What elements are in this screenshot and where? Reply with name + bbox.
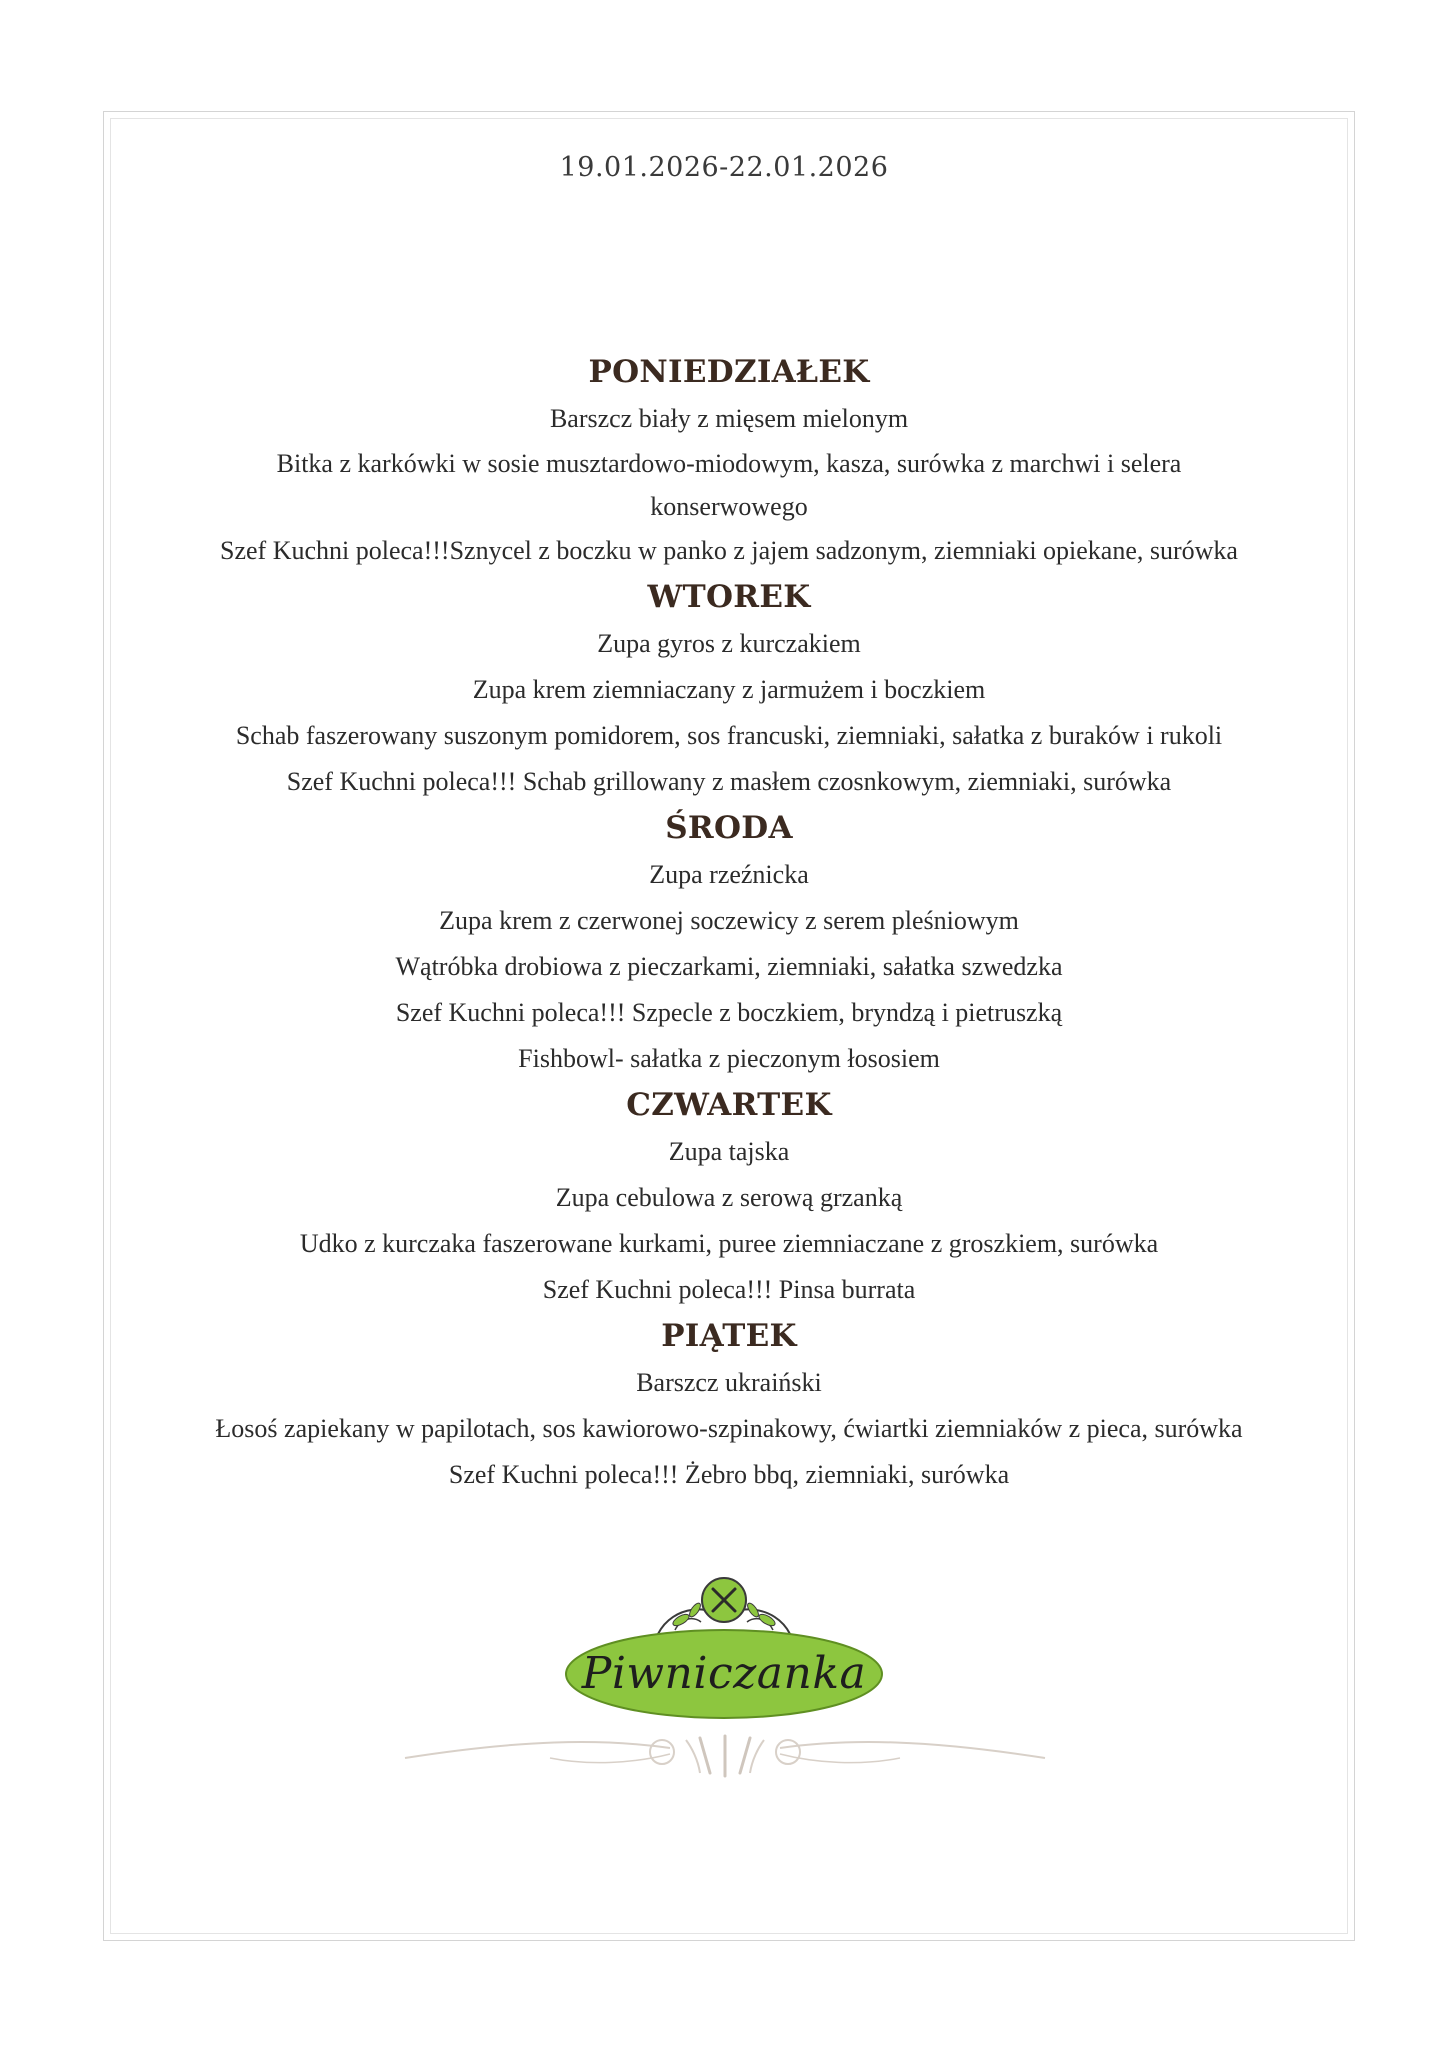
dish: Zupa krem ziemniaczany z jarmużem i boczkiem xyxy=(472,675,986,704)
dish: Zupa tajska xyxy=(668,1137,790,1166)
day-thursday xyxy=(110,1082,1348,1313)
day-name: PIĄTEK xyxy=(661,1318,797,1354)
day-name: PONIEDZIAŁEK xyxy=(588,354,870,390)
dish: Szef Kuchni poleca!!! Żebro bbq, ziemniaki, surówka xyxy=(448,1460,1010,1489)
day-tuesday xyxy=(110,574,1348,805)
dish: Barszcz biały z mięsem mielonym xyxy=(549,404,909,433)
dish: Zupa krem z czerwonej soczewicy z serem pleśniowym xyxy=(439,906,1019,935)
dish: Zupa cebulowa z serową grzanką xyxy=(555,1183,903,1212)
dish: Szef Kuchni poleca!!!Sznycel z boczku w panko z jajem sadzonym, ziemniaki opiekane, surówka xyxy=(220,536,1238,565)
day-name: WTOREK xyxy=(647,579,811,615)
dish: Szef Kuchni poleca!!! Schab grillowany z masłem czosnkowym, ziemniaki, surówka xyxy=(286,767,1172,796)
day-name: CZWARTEK xyxy=(626,1087,832,1123)
day-friday xyxy=(110,1313,1348,1498)
dish: Wątróbka drobiowa z pieczarkami, ziemniaki, sałatka szwedzka xyxy=(395,952,1063,981)
dish: Zupa rzeźnicka xyxy=(649,860,809,889)
date-range: 19.01.2026-22.01.2026 xyxy=(559,152,889,183)
dish: Łosoś zapiekany w papilotach, sos kawiorowo-szpinakowy, ćwiartki ziemniaków z pieca, surówka xyxy=(215,1414,1243,1443)
day-monday xyxy=(110,349,1348,574)
dish: Zupa gyros z kurczakiem xyxy=(597,629,861,658)
day-wednesday xyxy=(110,805,1348,1082)
logo-text: Piwniczanka xyxy=(581,1648,867,1699)
dish: Bitka z karkówki w sosie musztardowo-miodowym, kasza, surówka z marchwi i selera konserwowego xyxy=(276,449,1182,521)
decorative-flourish xyxy=(400,1718,1050,1788)
day-name: ŚRODA xyxy=(665,810,793,846)
dish: Schab faszerowany suszonym pomidorem, sos francuski, ziemniaki, sałatka z buraków i rukoli xyxy=(235,721,1223,750)
dish: Barszcz ukraiński xyxy=(636,1368,822,1397)
dish: Fishbowl- sałatka z pieczonym łososiem xyxy=(518,1044,940,1073)
dish: Szef Kuchni poleca!!! Pinsa burrata xyxy=(542,1275,916,1304)
dish: Szef Kuchni poleca!!! Szpecle z boczkiem, bryndzą i pietruszką xyxy=(395,998,1063,1027)
restaurant-logo xyxy=(563,1570,885,1720)
dish: Udko z kurczaka faszerowane kurkami, puree ziemniaczane z groszkiem, surówka xyxy=(299,1229,1159,1258)
weekly-menu xyxy=(110,349,1348,1498)
